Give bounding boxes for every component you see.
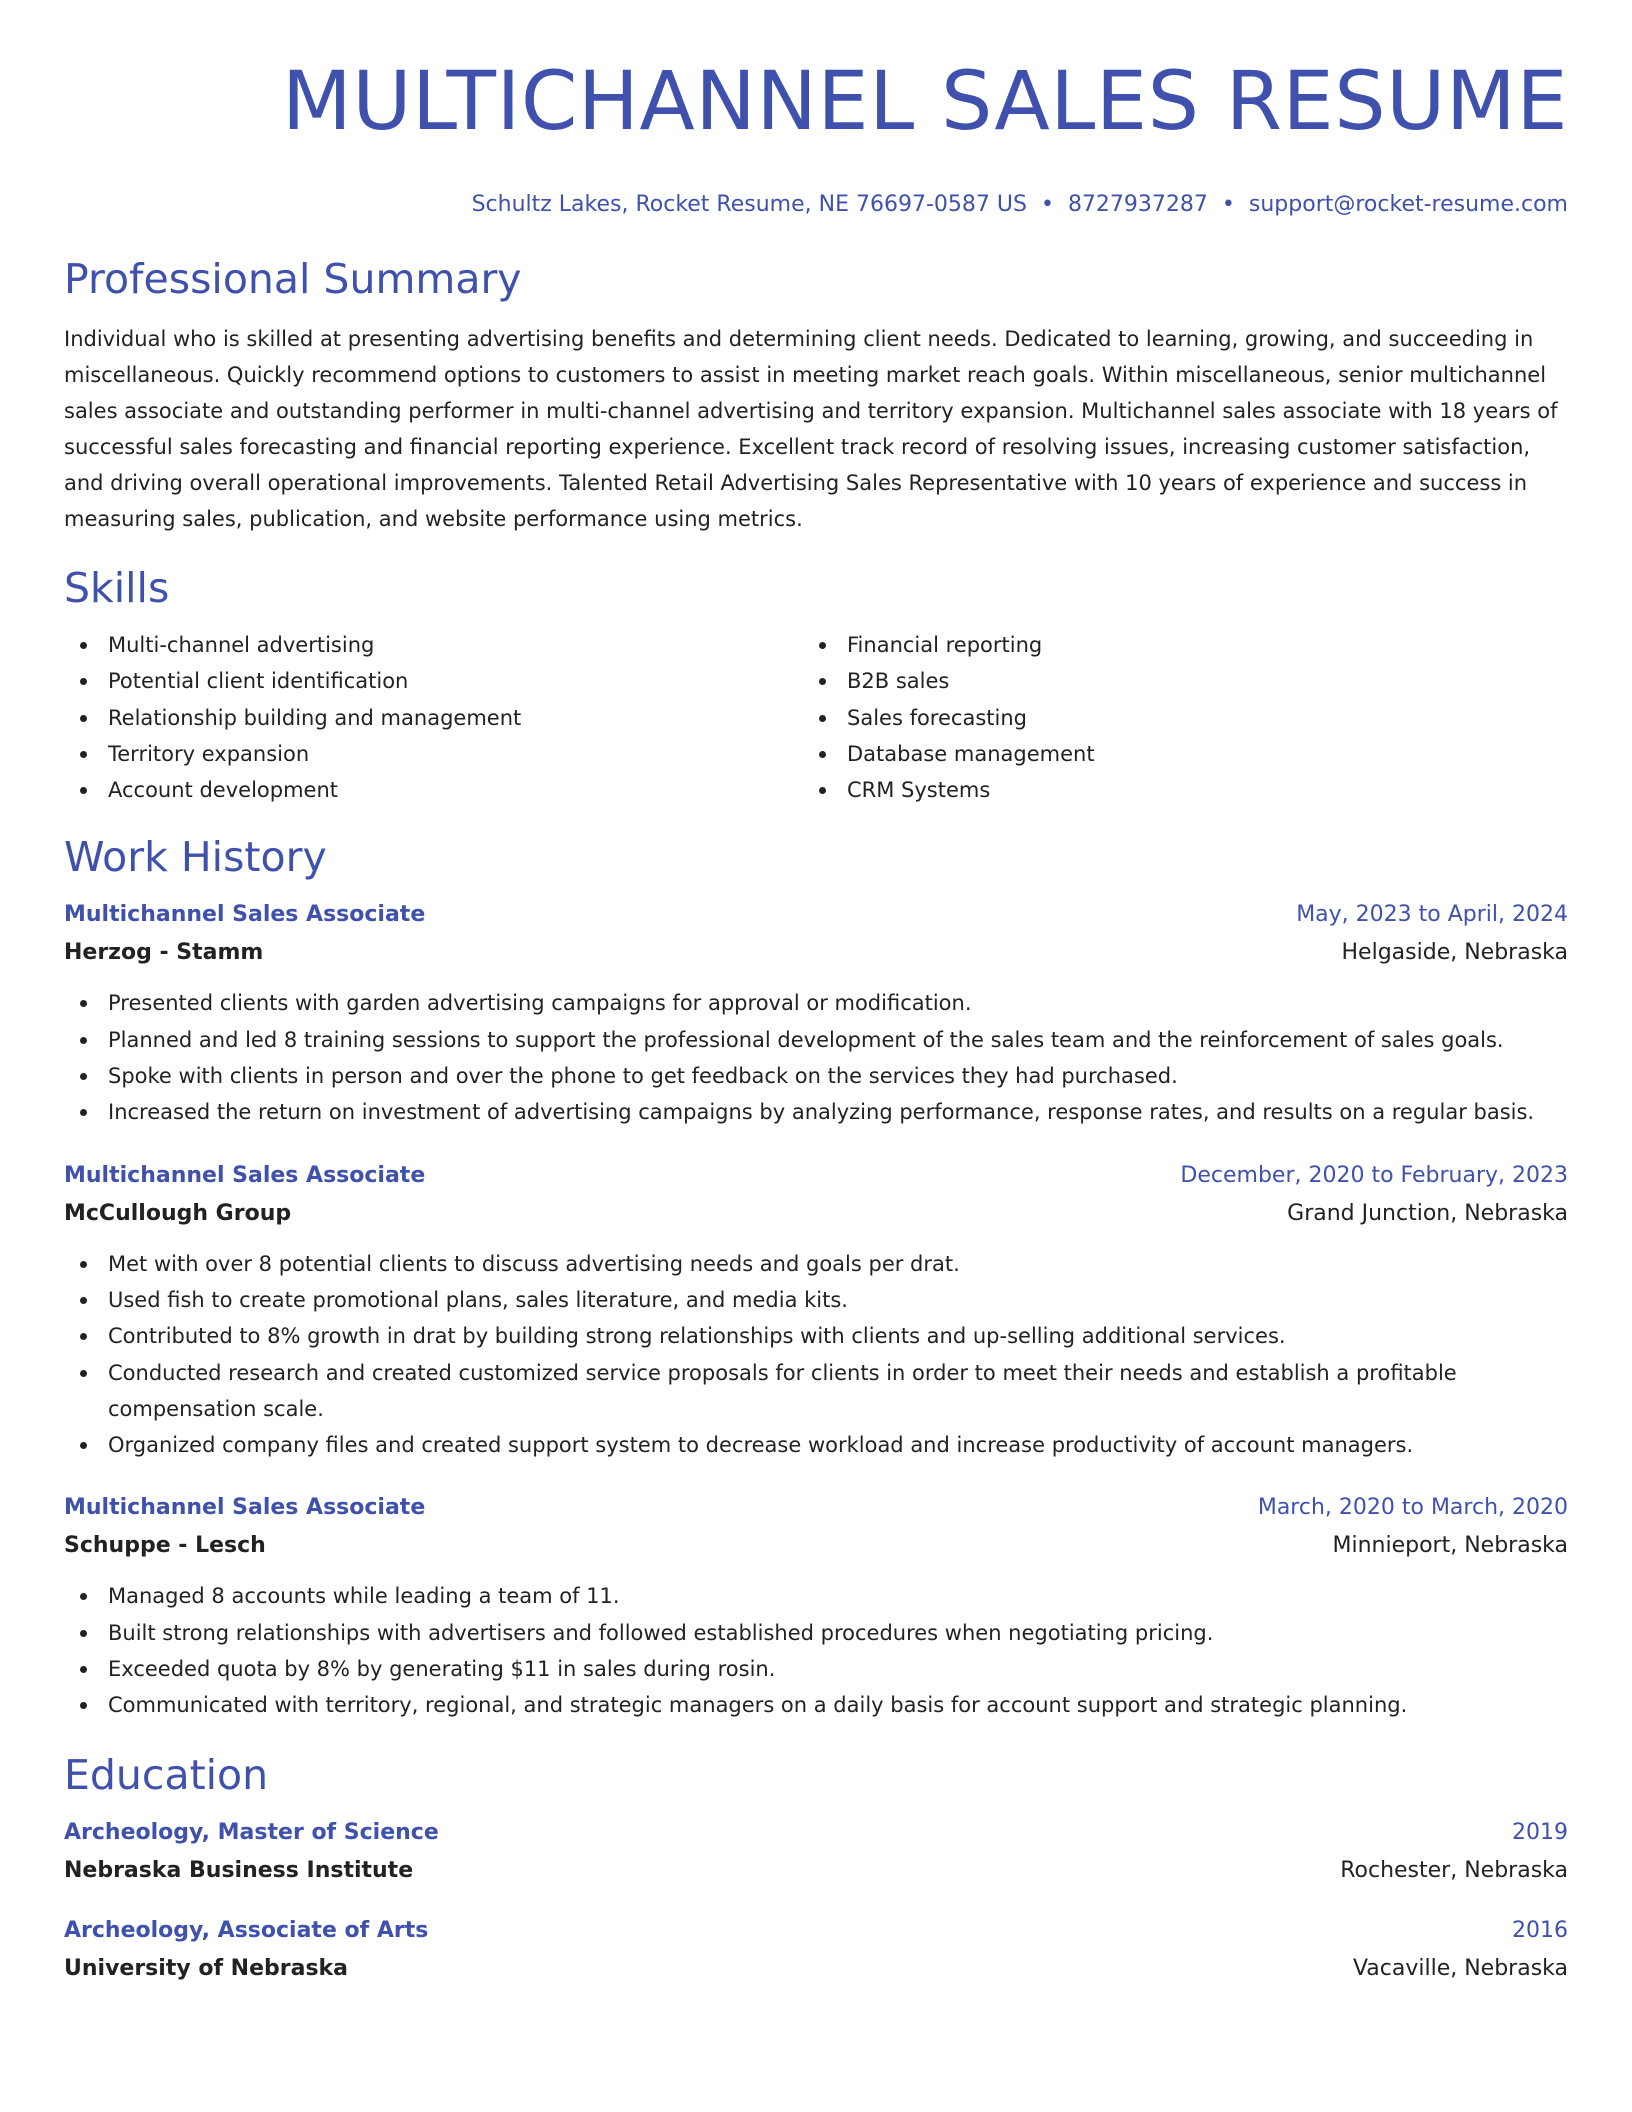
education-entry — [64, 1818, 1568, 1886]
contact-phone: 8727937287 — [1067, 192, 1208, 217]
education-year: 2016 — [1512, 1917, 1568, 1943]
job-bullet: Increased the return on investment of advertising campaigns by analyzing performance, response rates, and results on a regular basis. — [64, 1094, 1568, 1130]
job-bullet: Exceeded quota by 8% by generating $11 in sales during rosin. — [64, 1651, 1568, 1687]
education-year: 2019 — [1512, 1819, 1568, 1845]
job-location: Helgaside, Nebraska — [1341, 940, 1568, 966]
job-bullet: Managed 8 accounts while leading a team of 11. — [64, 1578, 1568, 1614]
job-bullet: Built strong relationships with advertisers and followed established procedures when negotiating pricing. — [64, 1615, 1568, 1651]
job-title-row — [64, 1161, 1568, 1191]
job-bullets — [64, 1578, 1568, 1723]
skill-item: Territory expansion — [64, 736, 803, 772]
job-bullet: Met with over 8 potential clients to discuss advertising needs and goals per drat. — [64, 1246, 1568, 1282]
skill-item: B2B sales — [803, 663, 1568, 699]
skill-item: Relationship building and management — [64, 700, 803, 736]
skill-item: Financial reporting — [803, 627, 1568, 663]
job-bullet: Planned and led 8 training sessions to support the professional development of the sales team and the reinforcement of sales goals. — [64, 1022, 1568, 1058]
education-school-row — [64, 1856, 1568, 1886]
job-location: Grand Junction, Nebraska — [1287, 1200, 1568, 1226]
skill-item: Database management — [803, 736, 1568, 772]
education-degree: Archeology, Master of Science — [64, 1819, 439, 1845]
skill-item: Multi-channel advertising — [64, 627, 803, 663]
job-bullets — [64, 1246, 1568, 1464]
contact-email: support@rocket-resume.com — [1248, 192, 1568, 217]
education-degree-row — [64, 1916, 1568, 1946]
job-company-row — [64, 1531, 1568, 1561]
summary-heading: Professional Summary — [64, 255, 522, 303]
skill-item: CRM Systems — [803, 772, 1568, 808]
job-company: Schuppe - Lesch — [64, 1533, 266, 1559]
summary-text: Individual who is skilled at presenting advertising benefits and determining client needs. Dedicated to learning, growing, and succeeding in miscellaneous. Quickly recommend options to customers to assist in meeting market reach goals. Within miscellaneous, senior multichannel sales associate and outstanding performer in multi-channel advertising and territory expansion. Multichannel sales associate with 18 years of successful sales forecasting and financial reporting experience. Excellent track record of resolving issues, increasing customer satisfaction, and driving overall operational improvements. Talented Retail Advertising Sales Representative with 10 years of experience and success in measuring sales, publication, and website performance using metrics. — [64, 327, 1558, 531]
skills-list-right — [803, 627, 1568, 808]
job-title: Multichannel Sales Associate — [64, 1162, 426, 1188]
job-dates: March, 2020 to March, 2020 — [1257, 1495, 1568, 1521]
job-location: Minnieport, Nebraska — [1332, 1533, 1568, 1559]
work-history-heading: Work History — [64, 833, 327, 882]
contact-line — [64, 190, 1568, 220]
job-bullet: Conducted research and created customized service proposals for clients in order to meet their needs and establish a profitable compensation scale. — [64, 1355, 1568, 1428]
education-location: Rochester, Nebraska — [1340, 1857, 1568, 1883]
job-company-row — [64, 1199, 1568, 1229]
skills-heading: Skills — [64, 564, 170, 612]
job-bullet: Used fish to create promotional plans, sales literature, and media kits. — [64, 1282, 1568, 1318]
job-bullet: Presented clients with garden advertising campaigns for approval or modification. — [64, 985, 1568, 1021]
job-title-row — [64, 1493, 1568, 1523]
contact-address: Schultz Lakes, Rocket Resume, NE 76697-0587 US — [471, 192, 1027, 217]
skills-grid — [64, 627, 1568, 808]
job-bullet: Communicated with territory, regional, and strategic managers on a daily basis for account support and strategic planning. — [64, 1687, 1568, 1723]
education-heading: Education — [64, 1750, 269, 1799]
job-dates: December, 2020 to February, 2023 — [1180, 1162, 1568, 1188]
job-bullets — [64, 985, 1568, 1130]
job-bullet: Organized company files and created support system to decrease workload and increase productivity of account managers. — [64, 1427, 1568, 1463]
skill-item: Account development — [64, 772, 803, 808]
contact-separator: • — [1040, 192, 1054, 217]
resume-title: MULTICHANNEL SALES RESUME — [281, 55, 1568, 149]
job-company: Herzog - Stamm — [64, 940, 264, 966]
job-entry — [64, 1493, 1568, 1723]
education-school: Nebraska Business Institute — [64, 1857, 414, 1883]
skills-list-left — [64, 627, 803, 808]
job-company-row — [64, 938, 1568, 968]
skill-item: Sales forecasting — [803, 700, 1568, 736]
job-title: Multichannel Sales Associate — [64, 1495, 426, 1521]
job-bullet: Spoke with clients in person and over the phone to get feedback on the services they had purchased. — [64, 1058, 1568, 1094]
job-entry — [64, 1161, 1568, 1464]
job-title-row — [64, 900, 1568, 930]
education-entry — [64, 1916, 1568, 1984]
job-dates: May, 2023 to April, 2024 — [1296, 902, 1568, 928]
job-company: McCullough Group — [64, 1200, 292, 1226]
education-school: University of Nebraska — [64, 1955, 349, 1981]
education-degree: Archeology, Associate of Arts — [64, 1917, 429, 1943]
job-title: Multichannel Sales Associate — [64, 902, 426, 928]
education-school-row — [64, 1954, 1568, 1984]
job-entry — [64, 900, 1568, 1130]
education-degree-row — [64, 1818, 1568, 1848]
education-location: Vacaville, Nebraska — [1352, 1955, 1568, 1981]
skill-item: Potential client identification — [64, 663, 803, 699]
job-bullet: Contributed to 8% growth in drat by building strong relationships with clients and up-selling additional services. — [64, 1318, 1568, 1354]
contact-separator: • — [1221, 192, 1235, 217]
